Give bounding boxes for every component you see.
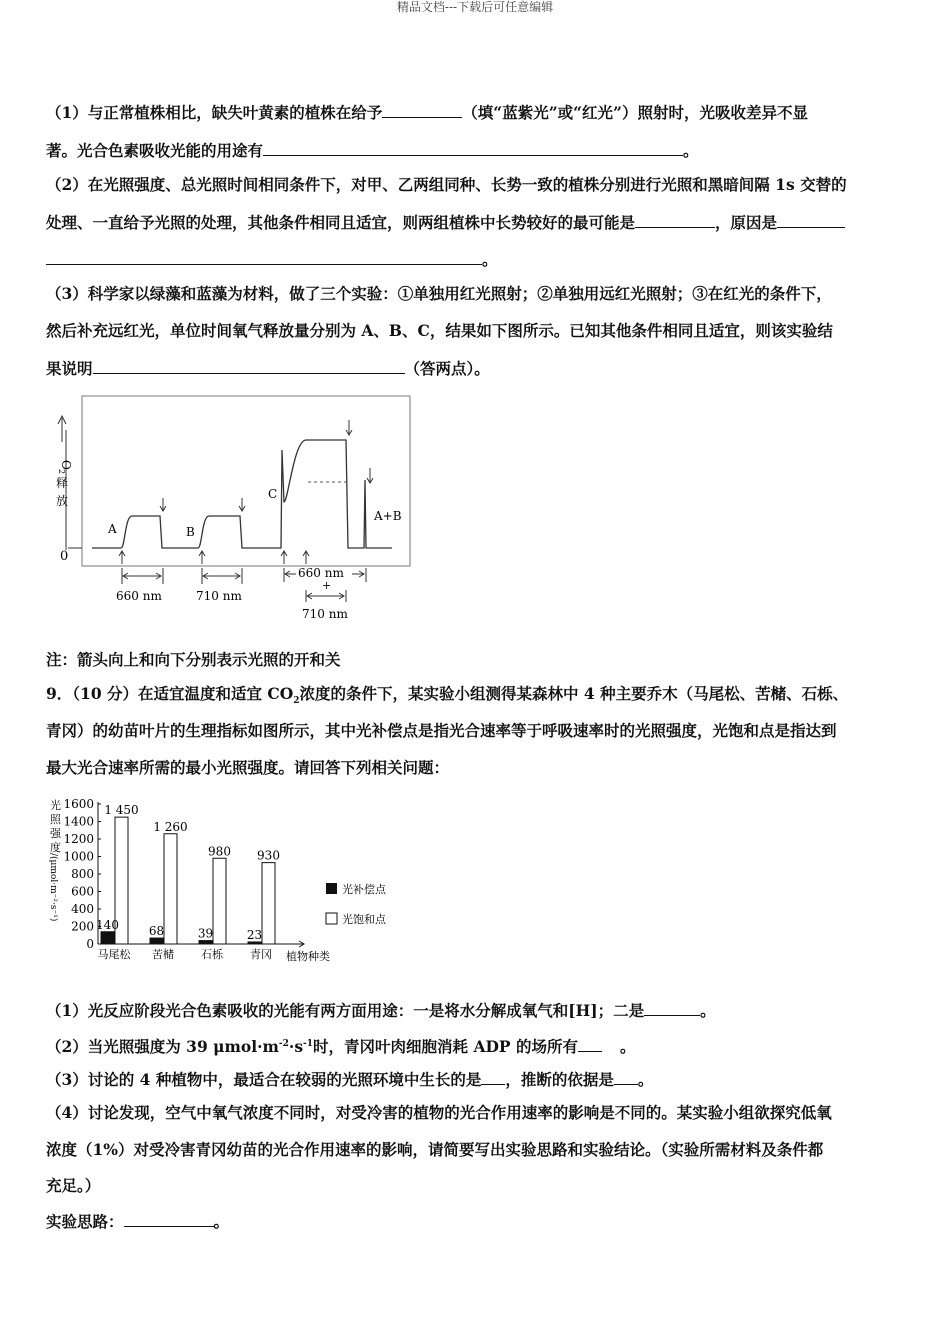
bar-saturation [213,858,226,944]
q9-sub5: 实验思路： 。 [46,1212,230,1231]
blank [93,358,405,374]
wavelength-b: 710 nm [196,589,242,603]
bar-compensation [150,938,163,944]
blank [777,212,845,228]
wavelength-c2: 710 nm [302,607,348,621]
y-tick-label: 1400 [63,814,94,829]
y-label-char: 光 [50,799,61,812]
q9-sub1: （1）光反应阶段光合色素吸收的光能有两方面用途：一是将水分解成氧气和[H]；二是 。 [46,1001,716,1020]
q9-sub4-line3: 充足。） [46,1176,101,1195]
value-label-compensation: 23 [246,927,263,942]
wavelength-c1: 660 nm [298,566,344,580]
figure-note: 注：箭头向上和向下分别表示光照的开和关 [46,650,341,669]
y-label-char1: 释 [56,476,69,490]
q8-part3-line1: （3）科学家以绿藻和蓝藻为材料，做了三个实验：①单独用红光照射；②单独用远红光照射；③在红光的条件下， [46,284,832,303]
category-label: 石栎 [201,948,223,961]
blank [578,1036,602,1052]
category-label: 青冈 [250,948,272,961]
q8-part2-line1: （2）在光照强度、总光照时间相同条件下，对甲、乙两组同种、长势一致的植株分别进行光照和黑暗间隔 1s 交替的 [46,175,847,194]
q9-sub2: （2）当光照强度为 39 $\mu mol\cdot m^{-2}\cdot s^{-1}$时，青冈叶肉细胞消耗 ADP 的场所有 。 [46,1037,636,1057]
y-tick-label: 800 [71,867,94,881]
zero-label: 0 [60,549,69,564]
blank [382,102,462,118]
y-label-char: 照 [50,813,61,826]
light-on-arrows [119,551,309,564]
legend-saturation: 光饱和点 [342,913,386,926]
label-a: A [108,522,117,536]
label-a-plus-b: A+B [374,509,402,523]
page-header: 精品文档---下载后可任意编辑 [396,0,554,14]
q9-sub4-line1: （4）讨论发现，空气中氧气浓度不同时，对受冷害的植物的光合作用速率的影响是不同的。某实验小组欲探究低氧 [46,1103,832,1122]
blank [46,249,482,265]
label-c: C [268,487,278,501]
value-label-saturation: 930 [257,848,280,863]
label-b: B [186,525,195,539]
blank [263,140,683,156]
y-tick-label: 1200 [63,832,94,846]
svg-text:O: O [59,460,73,470]
value-label-compensation: 140 [96,917,119,932]
value-label-compensation: 39 [197,926,214,941]
y-tick-label: 1000 [63,849,94,864]
wavelength-a: 660 nm [116,589,162,603]
svg-text:2: 2 [57,469,66,475]
oxygen-trace [92,440,392,548]
y-tick-label: 1600 [63,797,94,811]
x-axis-label: 植物种类 [286,950,330,963]
value-label-saturation: 980 [208,844,231,859]
value-label-saturation: 1 450 [104,803,139,818]
q9-sub4-line2: 浓度（1%）对受冷害青冈幼苗的光合作用速率的影响，请简要写出实验思路和实验结论。（实验所需材料及条件都 [46,1140,824,1159]
blank [481,1069,505,1085]
legend-compensation: 光补偿点 [342,883,386,896]
q8-part2-line2: 处理、一直给予光照的处理，其他条件相同且适宜，则两组植株中长势较好的最可能是 ，原因是 [46,212,845,233]
y-label-char2: 放 [56,494,69,508]
q8-part3-line2: 然后补充远红光，单位时间氧气释放量分别为 A、B、C，结果如下图所示。已知其他条件相同且适宜，则该实验结 [46,321,833,340]
q8-part1-line2: 著。光合色素吸收光能的用途有 。 [46,141,699,160]
oxygen-release-figure [46,390,426,630]
y-tick-label: 600 [71,884,94,899]
legend-swatch-saturation [326,913,337,924]
light-off-arrows [160,420,373,511]
bar-compensation [199,941,212,944]
y-label-o2 [57,460,73,474]
value-label-saturation: 1 260 [153,819,188,834]
svg-text:/(μmol·m⁻²·s⁻¹): /(μmol·m⁻²·s⁻¹) [48,853,58,922]
figure-frame [82,396,410,566]
y-tick-label: 200 [71,919,94,934]
blank [124,1211,214,1227]
bar-saturation [164,834,177,944]
light-intensity-bar-chart [46,795,406,970]
y-tick-label: 400 [71,902,94,916]
q9-line1: 9．（10 分）在适宜温度和适宜 $CO_2$浓度的条件下，某实验小组测得某森林中 4 种主要乔木（马尾松、苦槠、石栎、 [46,684,849,707]
blank [614,1069,638,1085]
q8-part1-line1: （1）与正常植株相比，缺失叶黄素的植株在给予 （填“蓝紫光”或“红光”）照射时，光吸收差异不显 [46,103,808,122]
bracket-a [122,568,163,584]
q9-line3: 最大光合速率所需的最小光照强度。请回答下列相关问题： [46,758,450,777]
y-tick-label: 0 [86,937,94,951]
y-label-char: 强 [50,827,61,840]
bar-saturation [262,863,275,944]
category-label: 苦槠 [152,948,174,961]
y-label-char: 度 [50,841,61,854]
blank [644,1000,700,1016]
bracket-b [202,568,242,584]
y-axis-unit [48,853,59,921]
q9-line2: 青冈）的幼苗叶片的生理指标如图所示，其中光补偿点是指光合速率等于呼吸速率时的光照强度，光饱和点是指达到 [46,721,837,740]
value-label-compensation: 68 [148,924,165,939]
wavelength-plus: + [322,579,332,592]
legend-swatch-compensation [326,883,337,894]
bar-compensation [248,942,261,944]
bar-compensation [101,932,114,944]
chart-bars [96,803,280,961]
category-label: 马尾松 [97,948,131,961]
blank [635,212,715,228]
q8-part2-line3: 。 [46,249,498,270]
q8-part3-line3: 果说明 （答两点）。 [46,359,490,378]
q9-sub3: （3）讨论的 4 种植物中，最适合在较弱的光照环境中生长的是 ，推断的依据是 。 [46,1070,654,1089]
